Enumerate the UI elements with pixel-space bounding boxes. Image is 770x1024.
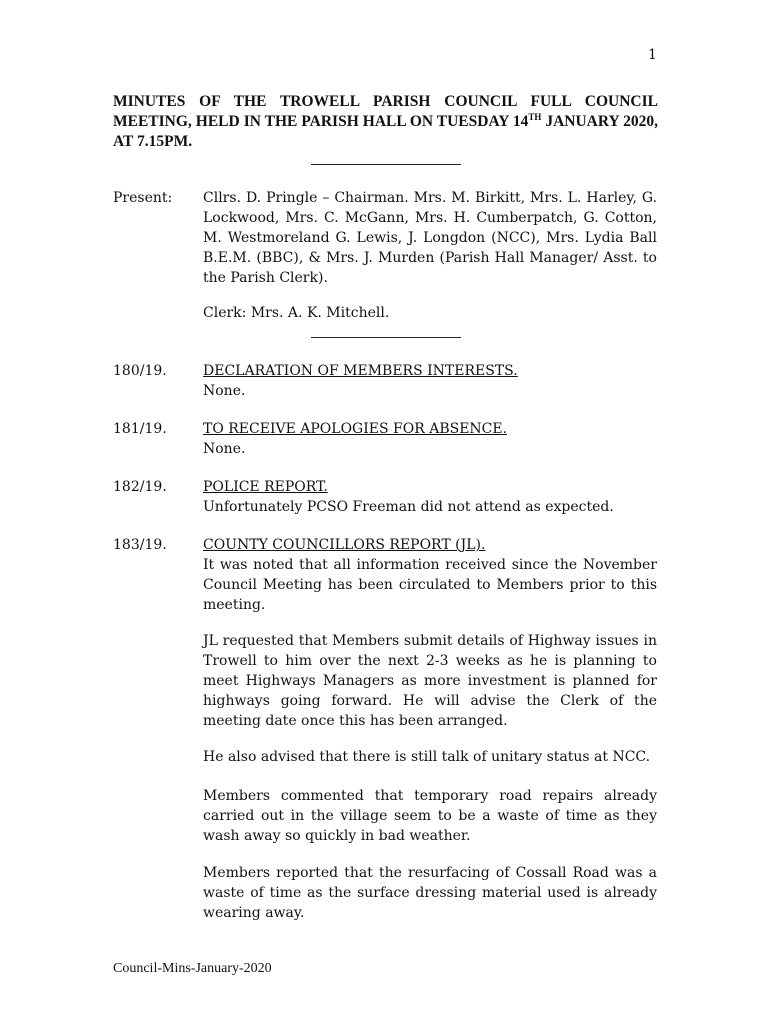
present-label: Present: [113, 190, 173, 206]
item-paragraph: Members commented that temporary road repairs already carried out in the village seem to be a waste of time as they wash away so quickly in bad weather. [203, 788, 657, 844]
item-body: None. [203, 383, 246, 399]
item-number: 182/19. [113, 479, 167, 495]
clerk-line: Clerk: Mrs. A. K. Mitchell. [203, 305, 390, 321]
title-text: MINUTES OF THE TROWELL PARISH COUNCIL FULL COUNCIL MEETING, HELD IN THE PARISH HALL ON TUESDAY 14 [113, 93, 658, 130]
item-body: Unfortunately PCSO Freeman did not attend as expected. [203, 499, 614, 515]
item-section [203, 361, 657, 401]
divider [311, 164, 461, 165]
item-paragraph: Members reported that the resurfacing of Cossall Road was a waste of time as the surface dressing material used is already wearing away. [203, 865, 657, 921]
item-body: None. [203, 441, 246, 457]
item-number: 183/19. [113, 537, 167, 553]
item-heading: TO RECEIVE APOLOGIES FOR ABSENCE. [203, 421, 508, 437]
item-number: 180/19. [113, 363, 167, 379]
title-superscript: TH [528, 112, 542, 122]
divider [311, 337, 461, 338]
item-heading: POLICE REPORT. [203, 479, 328, 495]
item-section [203, 477, 657, 517]
present-list: Cllrs. D. Pringle – Chairman. Mrs. M. Birkitt, Mrs. L. Harley, G. Lockwood, Mrs. C. McGann, Mrs. H. Cumberpatch, G. Cotton, M. Westmoreland G. Lewis, J. Longdon (NCC), Mrs. Lydia Ball B.E.M. (BBC), & Mrs. J. Murden (Parish Hall Manager/ Asst. to the Parish Clerk). [203, 190, 657, 286]
item-paragraph: It was noted that all information received since the November Council Meeting has been circulated to Members prior to this meeting. [203, 557, 657, 613]
item-number: 181/19. [113, 421, 167, 437]
item-section [203, 419, 657, 459]
item-heading: COUNTY COUNCILLORS REPORT (JL). [203, 537, 486, 553]
page-footer: Council-Mins-January-2020 [113, 961, 272, 976]
item-paragraph: He also advised that there is still talk of unitary status at NCC. [203, 749, 651, 765]
item-section [203, 535, 657, 615]
item-heading: DECLARATION OF MEMBERS INTERESTS. [203, 363, 518, 379]
item-paragraph: JL requested that Members submit details of Highway issues in Trowell to him over the next 2-3 weeks as he is planning to meet Highways Managers as more investment is planned for highways going forward. He will advise the Clerk of the meeting date once this has been arranged. [203, 633, 657, 729]
document-title [113, 92, 658, 152]
title-text-end: JANUARY 2020, AT 7.15PM. [113, 113, 659, 150]
page-number: 1 [648, 47, 657, 63]
